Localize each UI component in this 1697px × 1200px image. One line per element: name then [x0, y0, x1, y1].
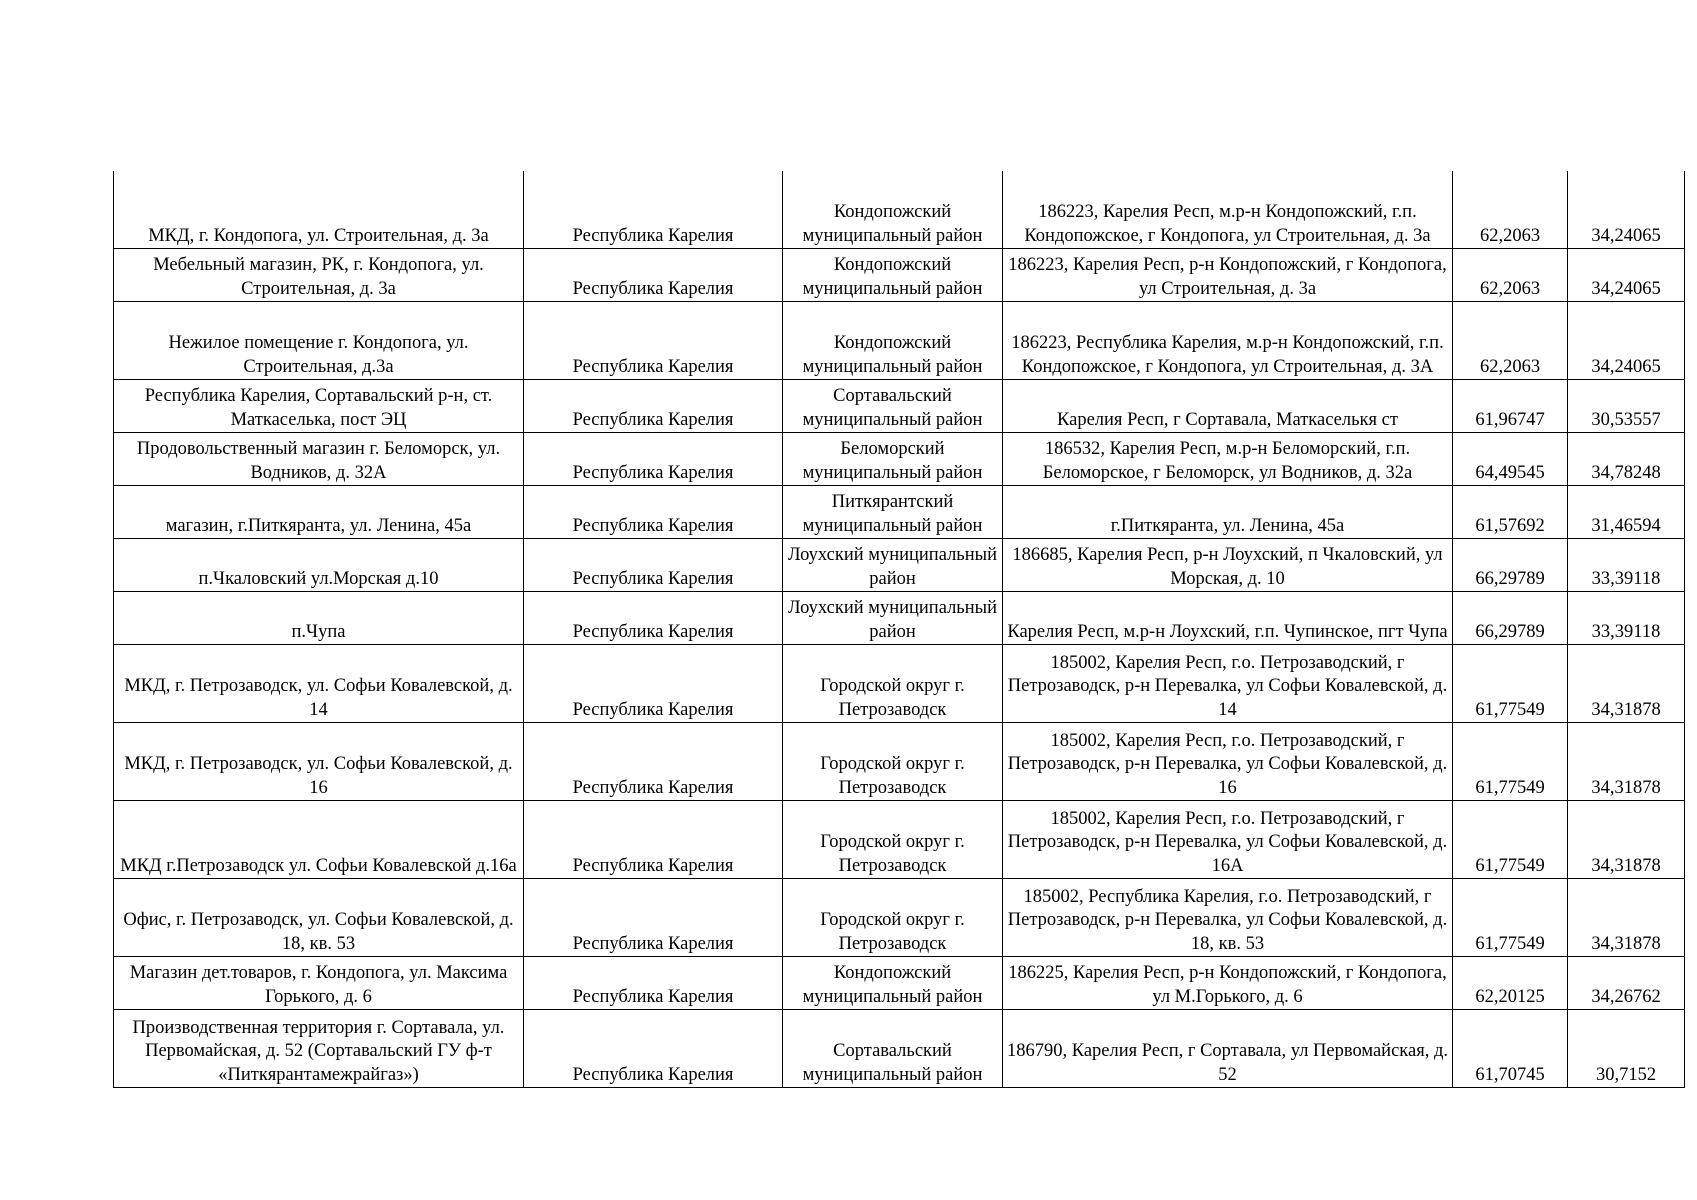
table-row — [114, 645, 1685, 723]
latitude-cell: 61,77549 — [1453, 723, 1568, 801]
municipality-cell: Городской округ г. Петрозаводск — [783, 645, 1003, 723]
table-row — [114, 486, 1685, 539]
region-cell: Республика Карелия — [524, 801, 783, 879]
table-row — [114, 539, 1685, 592]
latitude-cell: 62,2063 — [1453, 249, 1568, 302]
latitude-cell: 62,20125 — [1453, 957, 1568, 1010]
longitude-cell: 33,39118 — [1568, 592, 1685, 645]
address-cell: Карелия Респ, м.р-н Лоухский, г.п. Чупинское, пгт Чупа — [1003, 592, 1453, 645]
table-row — [114, 879, 1685, 957]
table-row — [114, 957, 1685, 1010]
latitude-cell: 61,77549 — [1453, 879, 1568, 957]
object-cell: МКД, г. Петрозаводск, ул. Софьи Ковалевской, д. 14 — [114, 645, 524, 723]
region-cell: Республика Карелия — [524, 171, 783, 249]
address-cell: 185002, Карелия Респ, г.о. Петрозаводский, г Петрозаводск, р-н Перевалка, ул Софьи Ковалевской, д. 16 — [1003, 723, 1453, 801]
address-cell: г.Питкяранта, ул. Ленина, 45а — [1003, 486, 1453, 539]
objects-table — [113, 171, 1685, 1088]
municipality-cell: Кондопожский муниципальный район — [783, 171, 1003, 249]
object-cell: МКД, г. Кондопога, ул. Строительная, д. 3а — [114, 171, 524, 249]
object-cell: магазин, г.Питкяранта, ул. Ленина, 45а — [114, 486, 524, 539]
region-cell: Республика Карелия — [524, 1010, 783, 1088]
longitude-cell: 34,31878 — [1568, 801, 1685, 879]
longitude-cell: 34,31878 — [1568, 879, 1685, 957]
object-cell: МКД г.Петрозаводск ул. Софьи Ковалевской д.16а — [114, 801, 524, 879]
address-cell: 185002, Республика Карелия, г.о. Петрозаводский, г Петрозаводск, р-н Перевалка, ул Софьи Ковалевской, д. 18, кв. 53 — [1003, 879, 1453, 957]
municipality-cell: Кондопожский муниципальный район — [783, 957, 1003, 1010]
latitude-cell: 64,49545 — [1453, 433, 1568, 486]
longitude-cell: 34,24065 — [1568, 171, 1685, 249]
object-cell: Республика Карелия, Сортавальский р-н, ст. Маткаселька, пост ЭЦ — [114, 380, 524, 433]
longitude-cell: 33,39118 — [1568, 539, 1685, 592]
municipality-cell: Сортавальский муниципальный район — [783, 1010, 1003, 1088]
longitude-cell: 34,31878 — [1568, 723, 1685, 801]
longitude-cell: 34,26762 — [1568, 957, 1685, 1010]
latitude-cell: 61,77549 — [1453, 645, 1568, 723]
municipality-cell: Кондопожский муниципальный район — [783, 302, 1003, 380]
address-cell: 186223, Карелия Респ, р-н Кондопожский, г Кондопога, ул Строительная, д. 3а — [1003, 249, 1453, 302]
region-cell: Республика Карелия — [524, 957, 783, 1010]
address-cell: 185002, Карелия Респ, г.о. Петрозаводский, г Петрозаводск, р-н Перевалка, ул Софьи Ковалевской, д. 16А — [1003, 801, 1453, 879]
longitude-cell: 34,24065 — [1568, 302, 1685, 380]
latitude-cell: 66,29789 — [1453, 539, 1568, 592]
longitude-cell: 34,24065 — [1568, 249, 1685, 302]
address-cell: 186225, Карелия Респ, р-н Кондопожский, г Кондопога, ул М.Горького, д. 6 — [1003, 957, 1453, 1010]
object-cell: Магазин дет.товаров, г. Кондопога, ул. Максима Горького, д. 6 — [114, 957, 524, 1010]
municipality-cell: Городской округ г. Петрозаводск — [783, 723, 1003, 801]
latitude-cell: 62,2063 — [1453, 302, 1568, 380]
table-row — [114, 249, 1685, 302]
object-cell: Мебельный магазин, РК, г. Кондопога, ул. Строительная, д. 3а — [114, 249, 524, 302]
object-cell: п.Чкаловский ул.Морская д.10 — [114, 539, 524, 592]
latitude-cell: 61,57692 — [1453, 486, 1568, 539]
latitude-cell: 61,96747 — [1453, 380, 1568, 433]
longitude-cell: 34,78248 — [1568, 433, 1685, 486]
object-cell: МКД, г. Петрозаводск, ул. Софьи Ковалевской, д. 16 — [114, 723, 524, 801]
longitude-cell: 30,53557 — [1568, 380, 1685, 433]
latitude-cell: 62,2063 — [1453, 171, 1568, 249]
table-row — [114, 1010, 1685, 1088]
latitude-cell: 66,29789 — [1453, 592, 1568, 645]
object-cell: Производственная территория г. Сортавала, ул. Первомайская, д. 52 (Сортавальский ГУ ф-т «Питкярантамежрайгаз») — [114, 1010, 524, 1088]
address-cell: Карелия Респ, г Сортавала, Маткаселькя ст — [1003, 380, 1453, 433]
address-cell: 186685, Карелия Респ, р-н Лоухский, п Чкаловский, ул Морская, д. 10 — [1003, 539, 1453, 592]
region-cell: Республика Карелия — [524, 380, 783, 433]
object-cell: Офис, г. Петрозаводск, ул. Софьи Ковалевской, д. 18, кв. 53 — [114, 879, 524, 957]
region-cell: Республика Карелия — [524, 433, 783, 486]
region-cell: Республика Карелия — [524, 645, 783, 723]
address-cell: 186532, Карелия Респ, м.р-н Беломорский, г.п. Беломорское, г Беломорск, ул Водников, д. 32а — [1003, 433, 1453, 486]
municipality-cell: Лоухский муниципальный район — [783, 539, 1003, 592]
table-row — [114, 592, 1685, 645]
municipality-cell: Городской округ г. Петрозаводск — [783, 801, 1003, 879]
address-cell: 186223, Карелия Респ, м.р-н Кондопожский, г.п. Кондопожское, г Кондопога, ул Строительная, д. 3а — [1003, 171, 1453, 249]
address-cell: 186790, Карелия Респ, г Сортавала, ул Первомайская, д. 52 — [1003, 1010, 1453, 1088]
region-cell: Республика Карелия — [524, 539, 783, 592]
region-cell: Республика Карелия — [524, 723, 783, 801]
longitude-cell: 34,31878 — [1568, 645, 1685, 723]
municipality-cell: Городской округ г. Петрозаводск — [783, 879, 1003, 957]
municipality-cell: Кондопожский муниципальный район — [783, 249, 1003, 302]
table-row — [114, 801, 1685, 879]
object-cell: Продовольственный магазин г. Беломорск, ул. Водников, д. 32А — [114, 433, 524, 486]
latitude-cell: 61,77549 — [1453, 801, 1568, 879]
region-cell: Республика Карелия — [524, 486, 783, 539]
address-cell: 186223, Республика Карелия, м.р-н Кондопожский, г.п. Кондопожское, г Кондопога, ул Строительная, д. 3А — [1003, 302, 1453, 380]
municipality-cell: Питкярантский муниципальный район — [783, 486, 1003, 539]
region-cell: Республика Карелия — [524, 879, 783, 957]
table-row — [114, 433, 1685, 486]
municipality-cell: Беломорский муниципальный район — [783, 433, 1003, 486]
latitude-cell: 61,70745 — [1453, 1010, 1568, 1088]
address-cell: 185002, Карелия Респ, г.о. Петрозаводский, г Петрозаводск, р-н Перевалка, ул Софьи Ковалевской, д. 14 — [1003, 645, 1453, 723]
table-row — [114, 723, 1685, 801]
longitude-cell: 31,46594 — [1568, 486, 1685, 539]
municipality-cell: Лоухский муниципальный район — [783, 592, 1003, 645]
municipality-cell: Сортавальский муниципальный район — [783, 380, 1003, 433]
object-cell: п.Чупа — [114, 592, 524, 645]
table-row — [114, 171, 1685, 249]
region-cell: Республика Карелия — [524, 592, 783, 645]
region-cell: Республика Карелия — [524, 302, 783, 380]
region-cell: Республика Карелия — [524, 249, 783, 302]
table-row — [114, 380, 1685, 433]
table-row — [114, 302, 1685, 380]
longitude-cell: 30,7152 — [1568, 1010, 1685, 1088]
object-cell: Нежилое помещение г. Кондопога, ул. Строительная, д.3а — [114, 302, 524, 380]
